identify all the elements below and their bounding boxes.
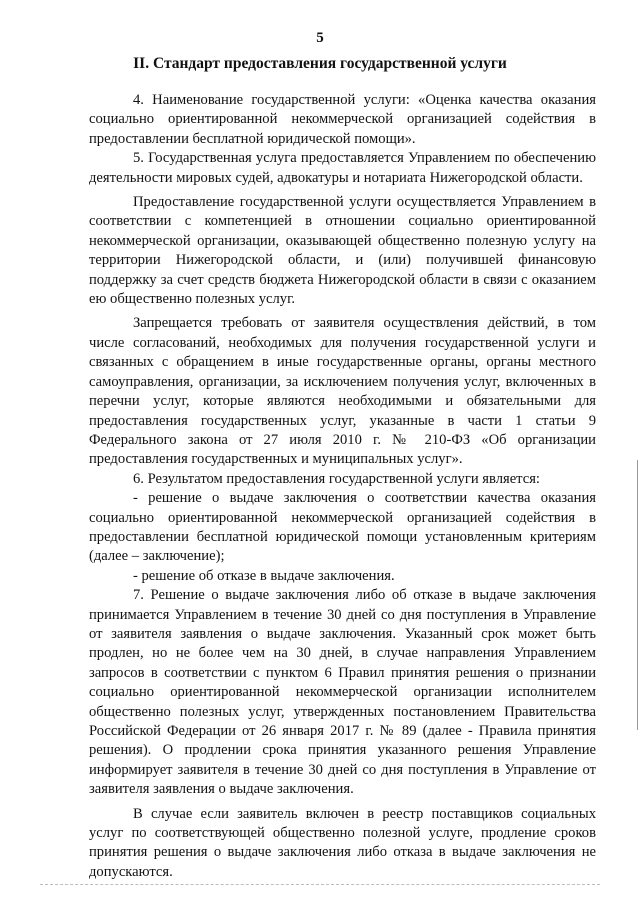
paragraph-provision: Предоставление государственной услуги осуществляется Управлением в соответствии с компетенцией в отношении социально ориентированной некоммерческой организации, оказывающей общественно полезную услугу на территории Нижегородской области, и (или) получившей финансовую поддержку за счет средств бюджета Нижегородской области в связи с оказанием ею общественно полезных услуг. xyxy=(89,194,596,308)
paragraph-registry-case: В случае если заявитель включен в реестр поставщиков социальных услуг по соответствующей общественно полезной услуге, продление сроков принятия решения о выдаче заключения либо отказа в выдаче заключения не допускаются. xyxy=(89,805,596,880)
result-option-issue: - решение о выдаче заключения о соответствии качества оказания социально ориентированной некоммерческой организацией содействия в предоставлении бесплатной юридической помощи установленным критериям (далее – заключение); xyxy=(89,490,596,565)
paragraph-item-4: 4. Наименование государственной услуги: «Оценка качества оказания социально ориентированной некоммерческой организацией содействия в предоставлении бесплатной юридической помощи». xyxy=(89,92,596,147)
document-body xyxy=(89,91,596,882)
paragraph-item-6: 6. Результатом предоставления государственной услуги является: xyxy=(133,470,540,487)
section-title: II. Стандарт предоставления государственной услуги xyxy=(133,55,507,72)
scan-edge-line xyxy=(637,460,638,730)
result-option-refusal: - решение об отказе в выдаче заключения. xyxy=(133,567,395,584)
scan-bottom-line xyxy=(40,884,600,886)
paragraph-item-7: 7. Решение о выдаче заключения либо об отказе в выдаче заключения принимается Управлением в течение 30 дней со дня поступления в Управление от заявителя заявления о выдаче заключения. Указанный срок может быть продлен, но не более чем на 30 дней, в случае направления Управлением запросов в соответствии с пунктом 6 Правил принятия решения о признании социально ориентированной некоммерческой организации исполнителем общественно полезных услуг, утвержденных постановлением Правительства Российской Федерации от 26 января 2017 г. № 89 (далее - Правила принятия решения). О продлении срока принятия указанного решения Управление информирует заявителя в течение 30 дней со дня поступления в Управление от заявителя заявления о выдаче заключения. xyxy=(89,587,596,798)
page-number: 5 xyxy=(316,30,324,46)
paragraph-prohibition: Запрещается требовать от заявителя осуществления действий, в том числе согласований, необходимых для получения государственной услуги и связанных с обращением в иные государственные органы, органы местного самоуправления, организации, за исключением получения услуг, включенных в перечни услуг, которые являются необходимыми и обязательными для предоставления государственных услуг, указанные в части 1 статьи 9 Федерального закона от 27 июля 2010 г. № 210-ФЗ «Об организации предоставления государственных и муниципальных услуг». xyxy=(89,315,596,468)
paragraph-item-5: 5. Государственная услуга предоставляется Управлением по обеспечению деятельности мировых судей, адвокатуры и нотариата Нижегородской области. xyxy=(89,150,596,186)
